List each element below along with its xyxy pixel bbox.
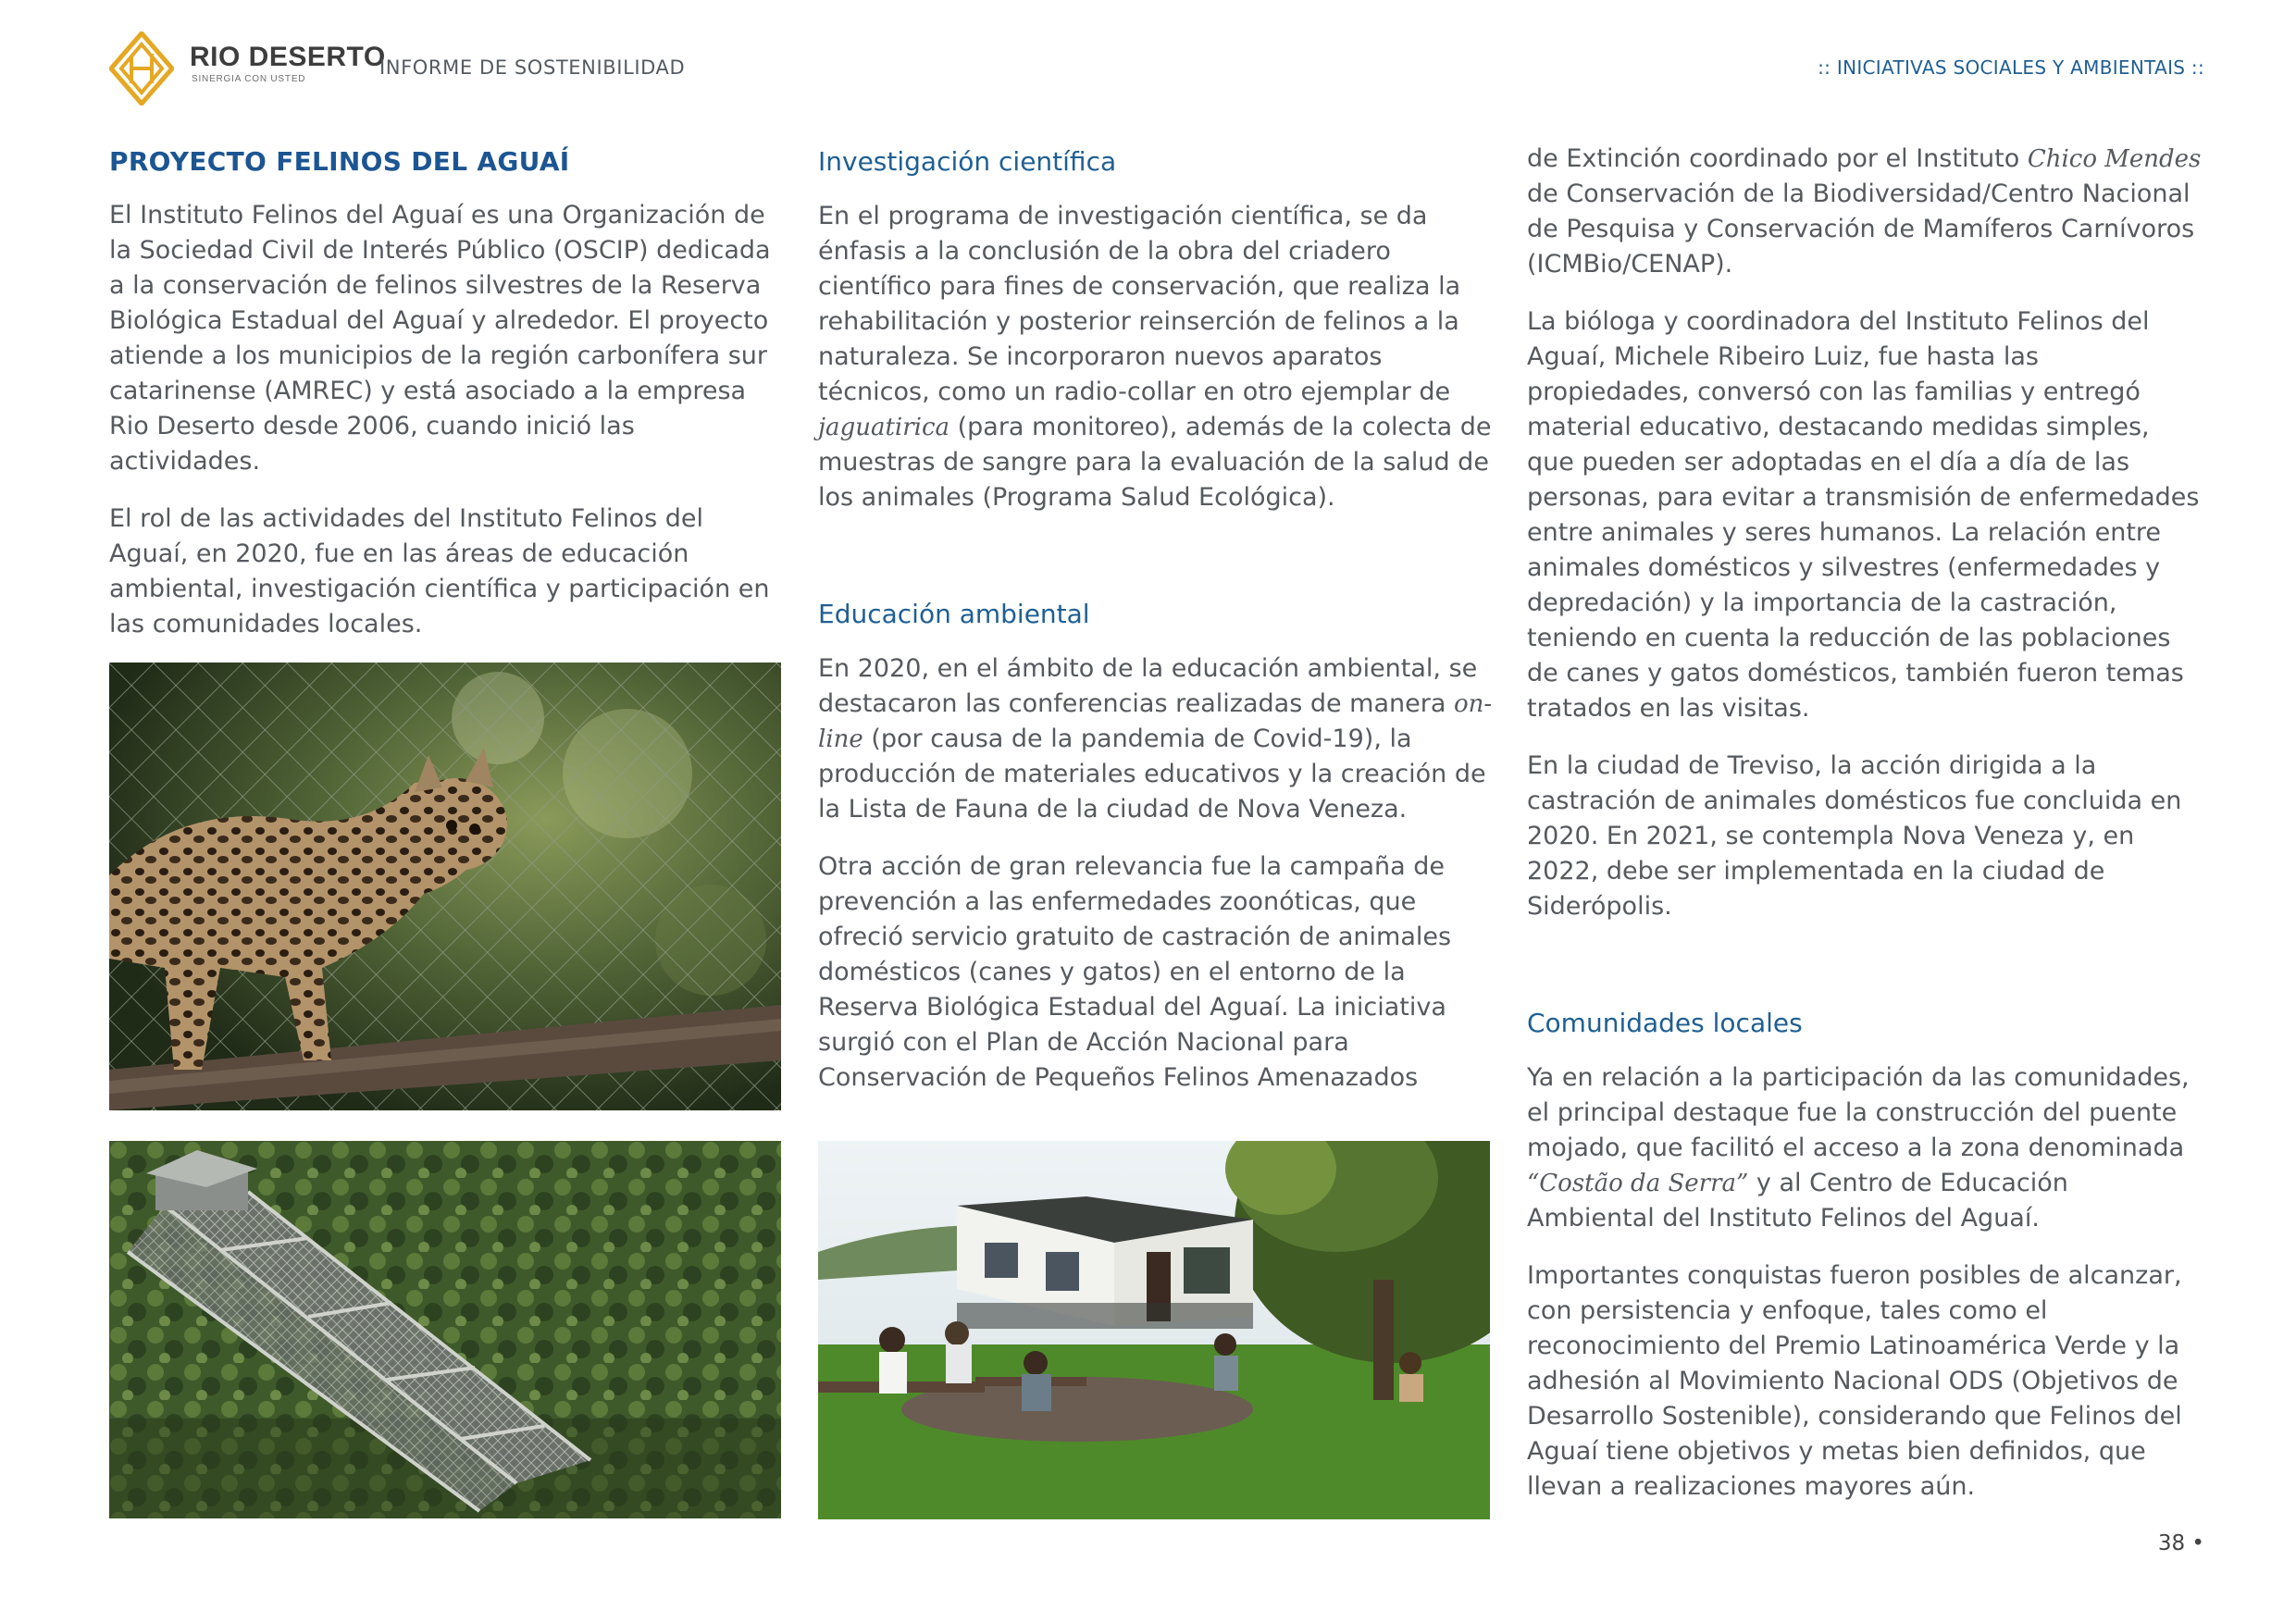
biologist-paragraph: La bióloga y coordinadora del Instituto Felinos del Aguaí, Michele Ribeiro Luiz, fue hasta las propiedades, conversó con las familias y entregó material educativo, destacando medidas simples, que pueden ser adoptadas en el día a día de las personas, para evitar a transmisión de enfermedades entre animales y seres humanos. La relación entre animales domésticos y silvestres (enfermedades y depredación) y la importancia de la castración, teniendo en cuenta la reducción de las poblaciones de canes y gatos domésticos, también fueron temas tratados en las visitas.: [1527, 307, 2200, 723]
brand-logo-icon: [109, 31, 174, 105]
education-center-photo: [818, 1141, 1490, 1519]
education-heading: Educación ambiental: [818, 599, 1090, 629]
treviso-paragraph: En la ciudad de Treviso, la acción dirigida a la castración de animales domésticos fue concluida en 2020. En 2021, se contempla Nova Veneza y, en 2022, debe ser implementada en la ciudad de Siderópolis.: [1527, 751, 2182, 921]
page-title: PROYECTO FELINOS DEL AGUAÍ: [109, 146, 570, 177]
research-heading: Investigación científica: [818, 146, 1117, 177]
continuation-paragraph: de Extinción coordinado por el Instituto Chico Mendes de Conservación de la Biodiversidad/Centro Nacional de Pesquisa y Conservación de Mamíferos Carnívoros (ICMBio/CENAP).: [1527, 144, 2202, 279]
report-title: INFORME DE SOSTENIBILIDAD: [379, 56, 686, 79]
page-number: 38 •: [2157, 1531, 2204, 1555]
communities-paragraph: Ya en relación a la participación da las comunidades, el principal destaque fue la construcción del puente mojado, que facilitó el acceso a la zona denominada “Costão da Serra” y al Centro de Educación Ambiental del Instituto Felinos del Aguaí.: [1527, 1063, 2190, 1233]
section-tag: :: INICIATIVAS SOCIALES Y AMBIENTAIS ::: [1818, 56, 2204, 79]
achievements-paragraph: Importantes conquistas fueron posibles de alcanzar, con persistencia y enfoque, tales como el reconocimiento del Premio Latinoamérica Verde y la adhesión al Movimiento Nacional ODS (Objetivos de Desarrollo Sostenible), considerando que Felinos del Aguaí tiene objetivos y metas bien definidos, que llevan a realizaciones mayores aún.: [1527, 1261, 2182, 1501]
enclosure-photo: [109, 1141, 781, 1518]
research-paragraph: En el programa de investigación científica, se da énfasis a la conclusión de la obra del criadero científico para fines de conservación, que realiza la rehabilitación y posterior reinserción de felinos a la naturaleza. Se incorporaron nuevos aparatos técnicos, como un radio-collar en otro ejemplar de jaguatirica (para monitoreo), además de la colecta de muestras de sangre para la evaluación de la salud de los animales (Programa Salud Ecológica).: [818, 202, 1492, 512]
campaign-paragraph: Otra acción de gran relevancia fue la campaña de prevención a las enfermedades zoonóticas, que ofreció servicio gratuito de castración de animales domésticos (canes y gatos) en el entorno de la Reserva Biológica Estadual del Aguaí. La iniciativa surgió con el Plan de Acción Nacional para Conservación de Pequeños Felinos Amenazados: [818, 852, 1452, 1092]
column-2: [818, 142, 1501, 1118]
education-paragraph: En 2020, en el ámbito de la educación ambiental, se destacaron las conferencias realizadas de manera on-line (por causa de la pandemia de Covid-19), la producción de materiales educativos y la creación de la Lista de Fauna de la ciudad de Nova Veneza.: [818, 654, 1493, 824]
column-1: [109, 142, 789, 664]
activities-paragraph: El rol de las actividades del Instituto Felinos del Aguaí, en 2020, fue en las áreas de educación ambiental, investigación científica y participación en las comunidades locales.: [109, 504, 770, 638]
brand-name: RIO DESERTO: [190, 42, 386, 72]
ocelot-photo: [109, 663, 781, 1110]
brand-tagline: SINERGIA CON USTED: [192, 74, 306, 84]
column-3: [1527, 142, 2203, 1527]
communities-heading: Comunidades locales: [1527, 1008, 1803, 1038]
intro-paragraph: El Instituto Felinos del Aguaí es una Organización de la Sociedad Civil de Interés Público (OSCIP) dedicada a la conservación de felinos silvestres de la Reserva Biológica Estadual del Aguaí y alrededor. El proyecto atiende a los municipios de la región carbonífera sur catarinense (AMREC) y está asociado a la empresa Rio Deserto desde 2006, cuando inició las actividades.: [109, 201, 771, 476]
